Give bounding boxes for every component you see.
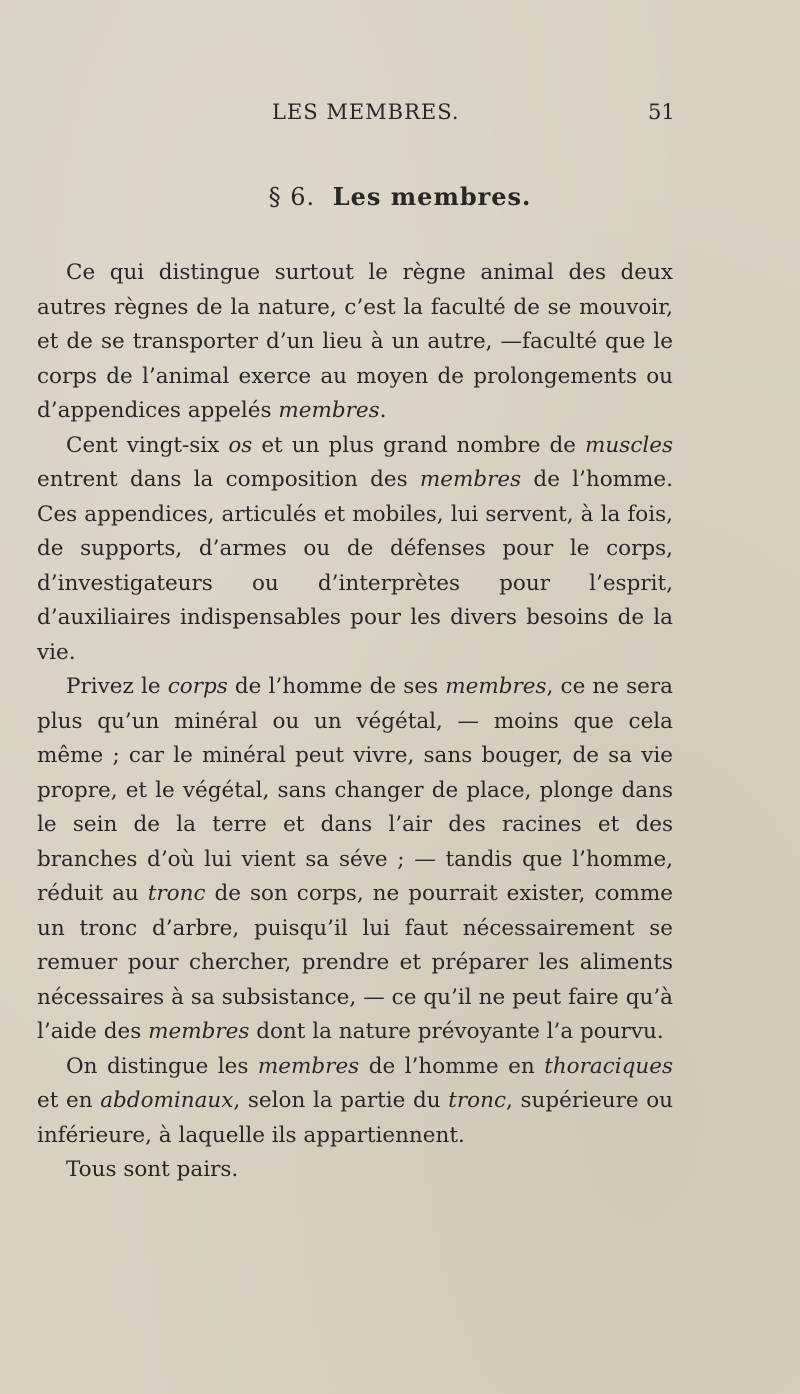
paragraph xyxy=(37,256,673,429)
italic-term: corps xyxy=(167,674,228,699)
text-run: Cent vingt-six xyxy=(66,432,229,458)
italic-term: membres xyxy=(257,1053,360,1079)
text-run: et en xyxy=(37,1088,101,1113)
running-title: LES MEMBRES. xyxy=(272,100,460,124)
text-run: , selon la partie du xyxy=(233,1088,449,1113)
italic-term: muscles xyxy=(585,432,673,458)
text-run: dont la nature prévoyante l’a pourvu. xyxy=(249,1019,664,1044)
running-head xyxy=(0,100,800,130)
text-run: , supérieure ou inférieure, à laquelle ils appartiennent. xyxy=(37,1088,674,1148)
text-run: entrent dans la composition des xyxy=(37,467,420,492)
italic-term: tronc xyxy=(448,1088,507,1113)
text-run: . xyxy=(379,398,387,423)
italic-term: abdominaux xyxy=(100,1088,234,1113)
italic-term: membres xyxy=(278,398,380,423)
text-run: de son corps, ne pourrait exister, comme un tronc d’arbre, puisqu’il lui faut nécessairement se remuer pour chercher, prendre et préparer les aliments nécessaires à sa subsistance, — ce qu’il ne peut faire qu’à l’aide des xyxy=(37,881,673,1044)
italic-term: membres xyxy=(148,1019,250,1044)
text-run: , ce ne sera plus qu’un minéral ou un végétal, — moins que cela même ; car le minéral peut vivre, sans bouger, de sa vie propre, et le végétal, sans changer de place, plonge dans le sein de la terre et dans l’air des racines et des branches d’où lui vient sa séve ; — tandis que l’homme, réduit au xyxy=(37,674,673,906)
italic-term: thoraciques xyxy=(544,1053,673,1079)
section-number: § 6. xyxy=(268,183,316,211)
text-run: de l’homme. Ces appendices, articulés et mobiles, lui servent, à la fois, de supports, d’armes ou de défenses pour le corps, d’investigateurs ou d’interprètes pour l’esprit, d’auxiliaires indispensables pour les divers besoins de la vie. xyxy=(37,467,673,665)
text-run: Privez le xyxy=(66,674,168,699)
italic-term: tronc xyxy=(147,881,206,906)
paragraph xyxy=(37,670,673,1050)
paragraph xyxy=(37,429,673,671)
section-title: Les membres. xyxy=(332,182,532,211)
text-run: de l’homme de ses xyxy=(227,674,446,699)
section-heading xyxy=(0,182,800,211)
italic-term: membres xyxy=(419,467,522,492)
body-text xyxy=(37,256,673,1188)
italic-term: membres xyxy=(445,674,547,699)
text-run: Ce qui distingue surtout le règne animal des deux autres règnes de la nature, c’est la faculté de se mouvoir, et de se transporter d’un lieu à un autre, —faculté que le corps de l’animal exerce au moyen de prolongements ou d’appendices appelés xyxy=(37,260,673,423)
italic-term: os xyxy=(228,432,253,458)
page-number: 51 xyxy=(648,100,675,124)
text-run: de l’homme en xyxy=(359,1053,545,1079)
text-run: et un plus grand nombre de xyxy=(252,432,586,458)
text-run: Tous sont pairs. xyxy=(66,1157,239,1182)
text-run: On distingue les xyxy=(66,1053,258,1079)
paragraph xyxy=(37,1050,673,1154)
paragraph xyxy=(37,1153,673,1188)
